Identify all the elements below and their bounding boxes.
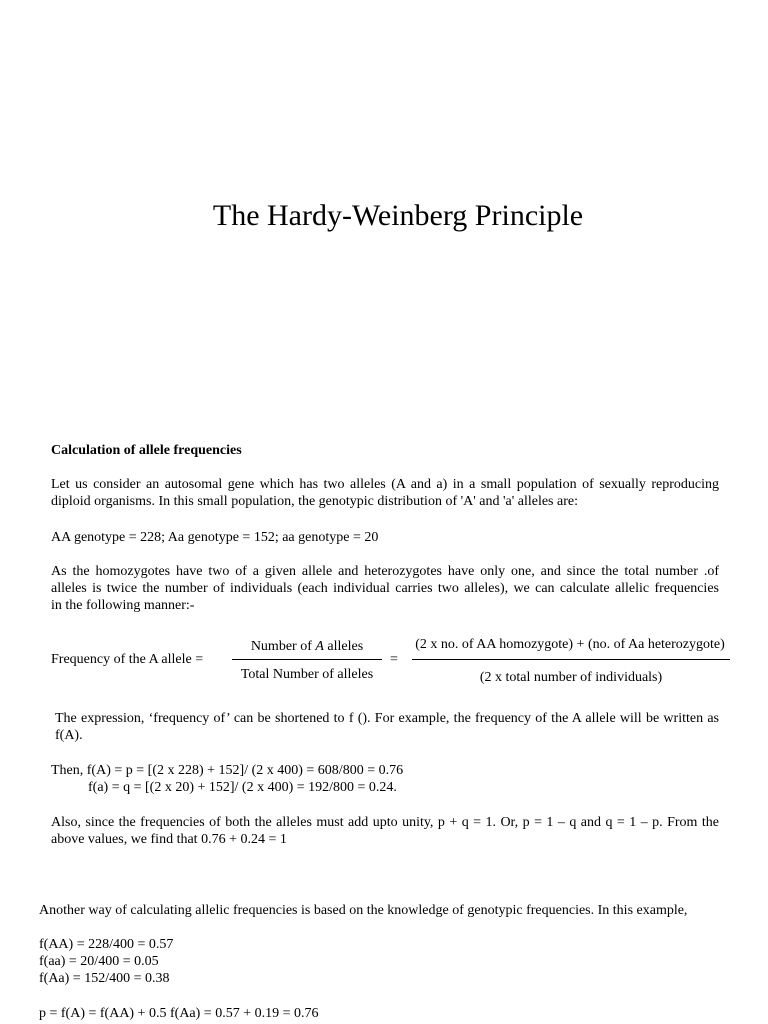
- fraction1-numerator-post: alleles: [323, 639, 364, 654]
- expression-line-1: The expression, ‘frequency of’ can be shortened to f (). For example, the frequency of the A allele will be written as: [55, 711, 719, 726]
- another-way-text: Another way of calculating allelic frequencies is based on the knowledge of genotypic frequencies. In this example,: [39, 903, 688, 918]
- expression-paragraph: [55, 710, 719, 744]
- homozygote-paragraph: [51, 563, 719, 614]
- expression-line-2: f(A).: [55, 728, 83, 743]
- unity-line-1: Also, since the frequencies of both the alleles must add upto unity, p + q = 1. Or, p = 1 – q and q = 1 – p. From the: [51, 815, 719, 830]
- p-calculation: p = f(A) = f(AA) + 0.5 f(Aa) = 0.57 + 0.19 = 0.76: [39, 1006, 319, 1021]
- genotypic-freq-aa-lower: f(aa) = 20/400 = 0.05: [39, 954, 159, 969]
- section-heading: Calculation of allele frequencies: [51, 443, 242, 458]
- formula-lhs: Frequency of the A allele =: [51, 652, 204, 667]
- genotypic-freq-aa-upper: f(AA) = 228/400 = 0.57: [39, 937, 174, 952]
- fraction1-denominator: Total Number of alleles: [240, 667, 374, 682]
- intro-paragraph: [51, 476, 719, 510]
- fraction2-denominator: (2 x total number of individuals): [479, 670, 663, 685]
- fraction1-numerator: [232, 638, 382, 655]
- genotypic-freq-aa-hetero: f(Aa) = 152/400 = 0.38: [39, 971, 170, 986]
- formula-equals: =: [390, 652, 398, 667]
- unity-paragraph: [51, 814, 719, 848]
- fraction1-bar: [232, 659, 382, 660]
- intro-line-1: Let us consider an autosomal gene which has two alleles (A and a) in a small population of sexually reproducing: [51, 477, 719, 492]
- calc-line-1: Then, f(A) = p = [(2 x 228) + 152]/ (2 x 400) = 608/800 = 0.76: [51, 763, 404, 778]
- homozygote-line-1: As the homozygotes have two of a given allele and heterozygotes have only one, and since the total number .of: [51, 564, 719, 579]
- intro-line-2: diploid organisms. In this small population, the genotypic distribution of 'A' and 'a' alleles are:: [51, 494, 578, 509]
- fraction1-numerator-var: A: [315, 639, 324, 654]
- genotype-counts: AA genotype = 228; Aa genotype = 152; aa genotype = 20: [51, 530, 379, 545]
- fraction1-numerator-pre: Number of: [250, 639, 316, 654]
- calc-line-2: f(a) = q = [(2 x 20) + 152]/ (2 x 400) = 192/800 = 0.24.: [88, 780, 397, 795]
- fraction2-numerator: (2 x no. of AA homozygote) + (no. of Aa heterozygote): [415, 637, 725, 652]
- page-title: The Hardy-Weinberg Principle: [212, 199, 584, 232]
- homozygote-line-2: alleles is twice the number of individuals (each individual carries two alleles), we can calculate allelic frequencies: [51, 581, 719, 596]
- unity-line-2: above values, we find that 0.76 + 0.24 = 1: [51, 832, 287, 847]
- homozygote-line-3: in the following manner:-: [51, 598, 195, 613]
- fraction2-bar: [412, 659, 730, 660]
